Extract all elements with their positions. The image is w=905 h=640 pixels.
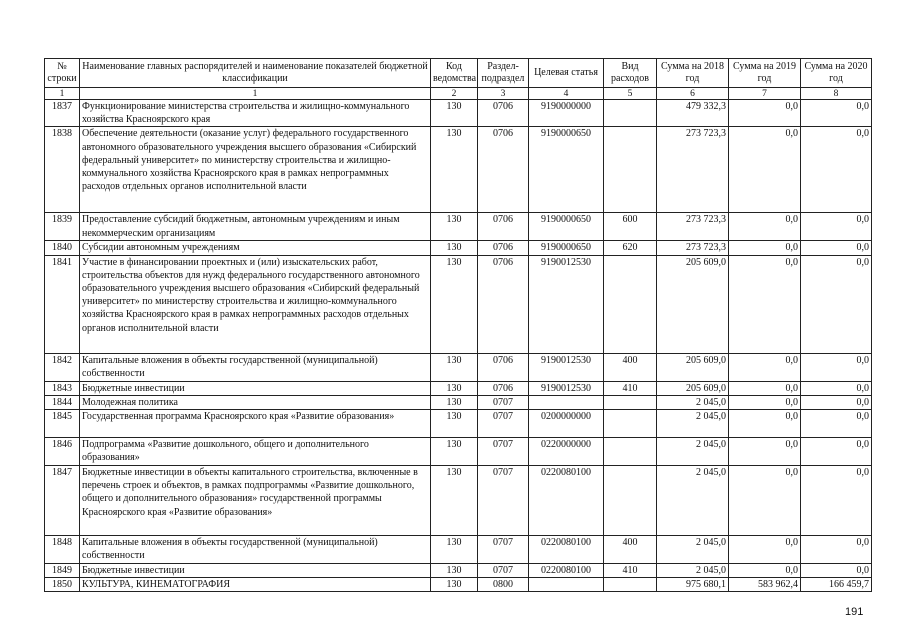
sum-2018: 2 045,0 <box>657 438 729 466</box>
sum-2018: 273 723,3 <box>657 213 729 241</box>
sum-2019: 0,0 <box>729 564 801 578</box>
target-item: 0220000000 <box>529 438 604 466</box>
page-number: 191 <box>845 606 864 618</box>
sum-2018: 2 045,0 <box>657 395 729 409</box>
header-sum-2019: Сумма на 2019 год <box>729 59 801 88</box>
department-code: 130 <box>431 578 478 592</box>
sum-2019: 583 962,4 <box>729 578 801 592</box>
target-item: 9190012530 <box>529 381 604 395</box>
section-code: 0706 <box>478 255 529 353</box>
sum-2020: 0,0 <box>801 255 872 353</box>
row-name: Субсидии автономным учреждениям <box>80 241 431 255</box>
sum-2019: 0,0 <box>729 213 801 241</box>
section-code: 0706 <box>478 241 529 255</box>
header-department-code: Код ведомства <box>431 59 478 88</box>
sum-2019: 0,0 <box>729 395 801 409</box>
expense-type: 410 <box>604 381 657 395</box>
sum-2018: 205 609,0 <box>657 381 729 395</box>
target-item: 0220080100 <box>529 564 604 578</box>
table-body <box>45 100 872 592</box>
column-number: 7 <box>729 88 801 100</box>
row-number: 1845 <box>45 410 80 438</box>
column-number: 2 <box>431 88 478 100</box>
column-number: 1 <box>80 88 431 100</box>
row-name: Государственная программа Красноярского края «Развитие образования» <box>80 410 431 438</box>
expense-type <box>604 410 657 438</box>
row-number: 1838 <box>45 127 80 213</box>
table-row <box>45 213 872 241</box>
expense-type <box>604 466 657 536</box>
expense-type <box>604 578 657 592</box>
row-name: Участие в финансировании проектных и (или) изыскательских работ, строительства объектов для нужд федерального государственного автономного образовательного учреждения высшего образования «Сибирский федеральный университет» по министерству строительства и жилищно-коммунального хозяйства Красноярского края в рамках непрограммных расходов отдельных органов исполнительной власти <box>80 255 431 353</box>
column-number: 3 <box>478 88 529 100</box>
sum-2018: 975 680,1 <box>657 578 729 592</box>
sum-2018: 205 609,0 <box>657 255 729 353</box>
table-row <box>45 381 872 395</box>
target-item: 0220080100 <box>529 536 604 564</box>
expense-type: 620 <box>604 241 657 255</box>
header-row-number: № строки <box>45 59 80 88</box>
sum-2019: 0,0 <box>729 410 801 438</box>
expense-type <box>604 255 657 353</box>
row-number: 1840 <box>45 241 80 255</box>
sum-2020: 0,0 <box>801 100 872 127</box>
header-sum-2020: Сумма на 2020 год <box>801 59 872 88</box>
sum-2019: 0,0 <box>729 127 801 213</box>
department-code: 130 <box>431 438 478 466</box>
department-code: 130 <box>431 410 478 438</box>
section-code: 0707 <box>478 564 529 578</box>
sum-2020: 166 459,7 <box>801 578 872 592</box>
table-row <box>45 438 872 466</box>
expense-type: 400 <box>604 536 657 564</box>
table-row <box>45 255 872 353</box>
target-item: 0200000000 <box>529 410 604 438</box>
sum-2020: 0,0 <box>801 353 872 381</box>
sum-2018: 479 332,3 <box>657 100 729 127</box>
column-number: 8 <box>801 88 872 100</box>
row-name: Предоставление субсидий бюджетным, автономным учреждениям и иным некоммерческим организациям <box>80 213 431 241</box>
section-code: 0707 <box>478 395 529 409</box>
column-number: 4 <box>529 88 604 100</box>
target-item: 9190000650 <box>529 213 604 241</box>
section-code: 0706 <box>478 381 529 395</box>
row-number: 1841 <box>45 255 80 353</box>
table-row <box>45 466 872 536</box>
sum-2019: 0,0 <box>729 466 801 536</box>
expense-type <box>604 100 657 127</box>
target-item: 9190000000 <box>529 100 604 127</box>
table-row <box>45 578 872 592</box>
row-name: Подпрограмма «Развитие дошкольного, общего и дополнительного образования» <box>80 438 431 466</box>
column-number: 5 <box>604 88 657 100</box>
sum-2020: 0,0 <box>801 241 872 255</box>
expense-type <box>604 127 657 213</box>
target-item: 0220080100 <box>529 466 604 536</box>
target-item: 9190000650 <box>529 241 604 255</box>
column-number: 6 <box>657 88 729 100</box>
target-item: 9190000650 <box>529 127 604 213</box>
table-row <box>45 410 872 438</box>
target-item: 9190012530 <box>529 353 604 381</box>
header-name: Наименование главных распорядителей и наименование показателей бюджетной классификации <box>80 59 431 88</box>
table-row <box>45 536 872 564</box>
department-code: 130 <box>431 127 478 213</box>
sum-2018: 273 723,3 <box>657 241 729 255</box>
department-code: 130 <box>431 466 478 536</box>
target-item <box>529 395 604 409</box>
sum-2020: 0,0 <box>801 410 872 438</box>
expense-type <box>604 438 657 466</box>
table-row <box>45 127 872 213</box>
sum-2020: 0,0 <box>801 438 872 466</box>
sum-2020: 0,0 <box>801 127 872 213</box>
row-number: 1844 <box>45 395 80 409</box>
sum-2018: 273 723,3 <box>657 127 729 213</box>
header-section: Раздел-подраздел <box>478 59 529 88</box>
department-code: 130 <box>431 241 478 255</box>
department-code: 130 <box>431 255 478 353</box>
row-number: 1839 <box>45 213 80 241</box>
table-row <box>45 241 872 255</box>
row-name: Молодежная политика <box>80 395 431 409</box>
sum-2019: 0,0 <box>729 353 801 381</box>
sum-2020: 0,0 <box>801 395 872 409</box>
sum-2020: 0,0 <box>801 381 872 395</box>
header-sum-2018: Сумма на 2018 год <box>657 59 729 88</box>
department-code: 130 <box>431 395 478 409</box>
department-code: 130 <box>431 381 478 395</box>
expense-type: 410 <box>604 564 657 578</box>
row-number: 1849 <box>45 564 80 578</box>
sum-2020: 0,0 <box>801 213 872 241</box>
department-code: 130 <box>431 100 478 127</box>
expense-type <box>604 395 657 409</box>
sum-2020: 0,0 <box>801 536 872 564</box>
row-name: Капитальные вложения в объекты государственной (муниципальной) собственности <box>80 536 431 564</box>
section-code: 0707 <box>478 410 529 438</box>
header-expense-type: Вид расходов <box>604 59 657 88</box>
budget-table <box>44 58 872 592</box>
row-number: 1847 <box>45 466 80 536</box>
department-code: 130 <box>431 536 478 564</box>
sum-2019: 0,0 <box>729 536 801 564</box>
sum-2019: 0,0 <box>729 255 801 353</box>
row-name: Бюджетные инвестиции <box>80 564 431 578</box>
section-code: 0707 <box>478 466 529 536</box>
expense-type: 600 <box>604 213 657 241</box>
section-code: 0707 <box>478 438 529 466</box>
department-code: 130 <box>431 353 478 381</box>
section-code: 0707 <box>478 536 529 564</box>
sum-2019: 0,0 <box>729 241 801 255</box>
department-code: 130 <box>431 213 478 241</box>
table-row <box>45 564 872 578</box>
row-name: Бюджетные инвестиции <box>80 381 431 395</box>
row-name: Обеспечение деятельности (оказание услуг) федерального государственного автономного образовательного учреждения высшего образования «Сибирский федеральный университет» по министерству строительства и жилищно-коммунального хозяйства Красноярского края в рамках непрограммных расходов отдельных органов исполнительной власти <box>80 127 431 213</box>
sum-2018: 2 045,0 <box>657 564 729 578</box>
table-row <box>45 395 872 409</box>
sum-2019: 0,0 <box>729 438 801 466</box>
header-target-item: Целевая статья <box>529 59 604 88</box>
header-column-numbers <box>45 88 872 100</box>
section-code: 0706 <box>478 100 529 127</box>
row-number: 1843 <box>45 381 80 395</box>
row-name: Капитальные вложения в объекты государственной (муниципальной) собственности <box>80 353 431 381</box>
target-item <box>529 578 604 592</box>
table-header <box>45 59 872 100</box>
row-number: 1842 <box>45 353 80 381</box>
sum-2019: 0,0 <box>729 100 801 127</box>
sum-2018: 2 045,0 <box>657 466 729 536</box>
section-code: 0800 <box>478 578 529 592</box>
sum-2019: 0,0 <box>729 381 801 395</box>
section-code: 0706 <box>478 213 529 241</box>
row-number: 1848 <box>45 536 80 564</box>
table-row <box>45 353 872 381</box>
target-item: 9190012530 <box>529 255 604 353</box>
sum-2018: 205 609,0 <box>657 353 729 381</box>
column-number: 1 <box>45 88 80 100</box>
header-row <box>45 59 872 88</box>
section-code: 0706 <box>478 353 529 381</box>
table-row <box>45 100 872 127</box>
row-name: Функционирование министерства строительства и жилищно-коммунального хозяйства Красноярского края <box>80 100 431 127</box>
section-code: 0706 <box>478 127 529 213</box>
row-number: 1850 <box>45 578 80 592</box>
row-name: КУЛЬТУРА, КИНЕМАТОГРАФИЯ <box>80 578 431 592</box>
row-name: Бюджетные инвестиции в объекты капитального строительства, включенные в перечень строек и объектов, в рамках подпрограммы «Развитие дошкольного, общего и дополнительного образования» государственной программы Красноярского края «Развитие образования» <box>80 466 431 536</box>
sum-2020: 0,0 <box>801 564 872 578</box>
expense-type: 400 <box>604 353 657 381</box>
sum-2018: 2 045,0 <box>657 536 729 564</box>
row-number: 1846 <box>45 438 80 466</box>
sum-2018: 2 045,0 <box>657 410 729 438</box>
sum-2020: 0,0 <box>801 466 872 536</box>
department-code: 130 <box>431 564 478 578</box>
row-number: 1837 <box>45 100 80 127</box>
